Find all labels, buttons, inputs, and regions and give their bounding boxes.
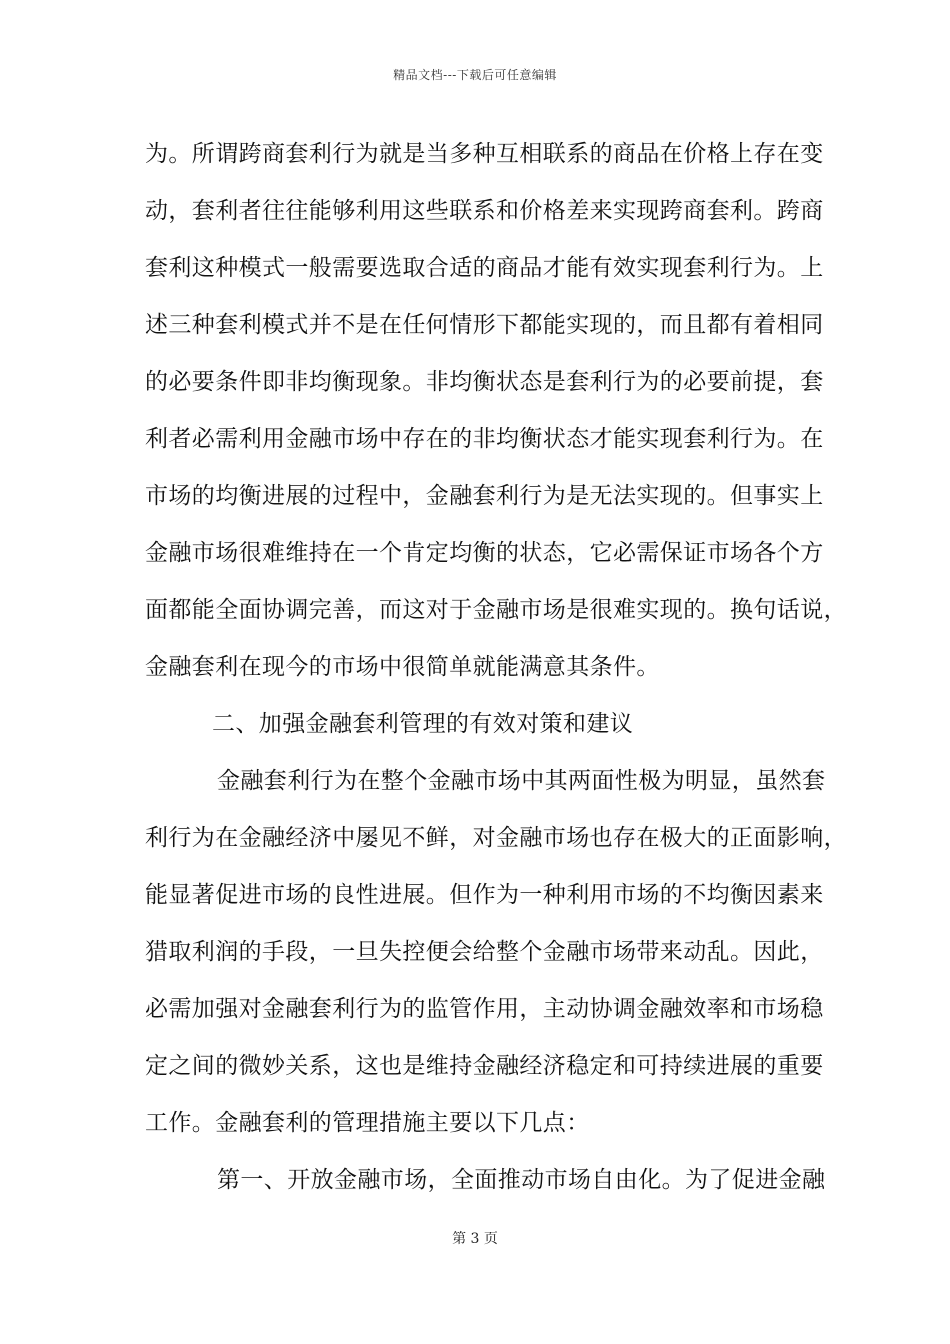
text-line: 市场的均衡进展的过程中，金融套利行为是无法实现的。但事实上 — [145, 483, 824, 509]
text-line: 金融套利在现今的市场中很简单就能满意其条件。 — [145, 654, 660, 680]
text-line: 的必要条件即非均衡现象。非均衡状态是套利行为的必要前提，套 — [145, 369, 824, 395]
text-line: 利行为在金融经济中屡见不鲜，对金融市场也存在极大的正面影响， — [145, 825, 847, 851]
section-heading: 二、加强金融套利管理的有效对策和建议 — [212, 711, 634, 737]
text-line: 动，套利者往往能够利用这些联系和价格差来实现跨商套利。跨商 — [145, 198, 824, 224]
text-line: 为。所谓跨商套利行为就是当多种互相联系的商品在价格上存在变 — [145, 141, 824, 167]
text-line: 定之间的微妙关系，这也是维持金融经济稳定和可持续进展的重要 — [145, 1053, 824, 1079]
text-line: 能显著促进市场的良性进展。但作为一种利用市场的不均衡因素来 — [145, 882, 824, 908]
text-line: 面都能全面协调完善，而这对于金融市场是很难实现的。换句话说， — [145, 597, 847, 623]
document-body — [145, 126, 847, 1209]
text-line: 第一、开放金融市场，全面推动市场自由化。为了促进金融 — [217, 1167, 826, 1193]
text-line: 猎取利润的手段，一旦失控便会给整个金融市场带来动乱。因此， — [145, 939, 824, 965]
text-line: 金融市场很难维持在一个肯定均衡的状态，它必需保证市场各个方 — [145, 540, 824, 566]
text-line: 述三种套利模式并不是在任何情形下都能实现的，而且都有着相同 — [145, 312, 824, 338]
text-line: 套利这种模式一般需要选取合适的商品才能有效实现套利行为。上 — [145, 255, 824, 281]
text-line: 利者必需利用金融市场中存在的非均衡状态才能实现套利行为。在 — [145, 426, 824, 452]
page-header: 精品文档---下载后可任意编辑 — [393, 68, 557, 82]
text-line: 工作。金融套利的管理措施主要以下几点： — [145, 1110, 590, 1136]
text-line: 金融套利行为在整个金融市场中其两面性极为明显，虽然套 — [217, 768, 826, 794]
text-line: 必需加强对金融套利行为的监管作用，主动协调金融效率和市场稳 — [145, 996, 824, 1022]
page-number: 第 3 页 — [452, 1231, 498, 1247]
